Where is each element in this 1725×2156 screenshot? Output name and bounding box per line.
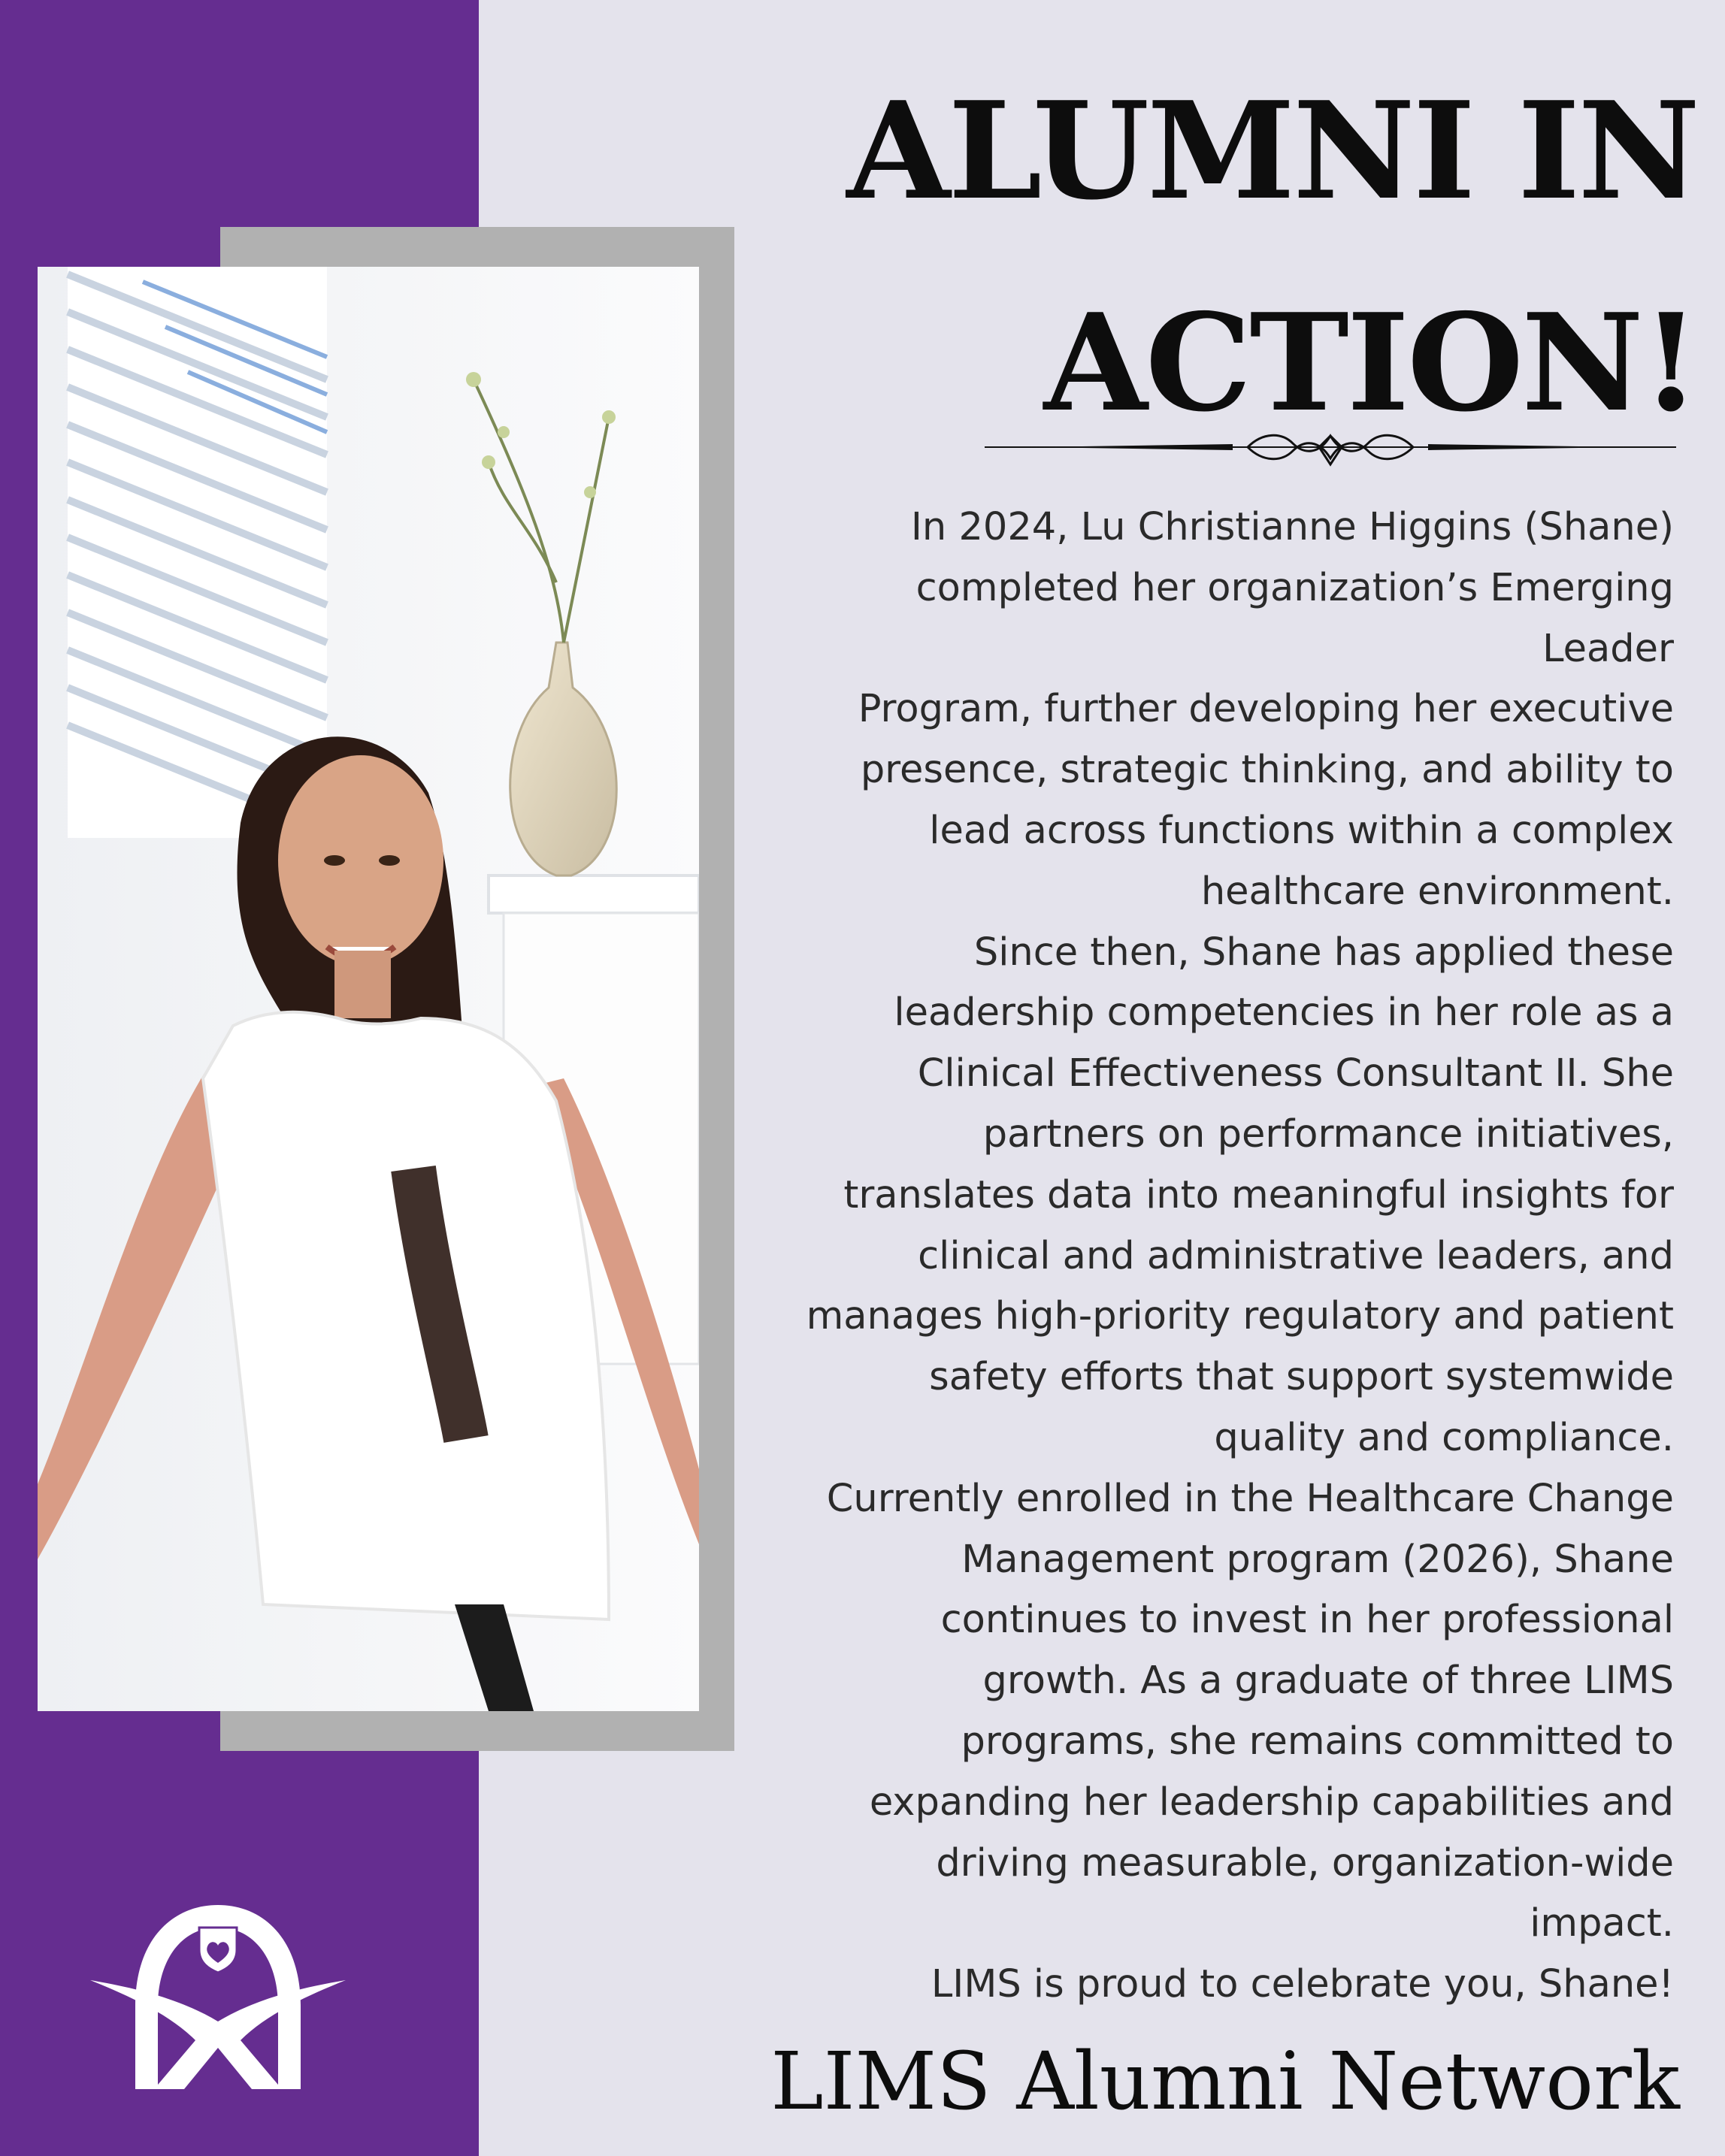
body-line: Currently enrolled in the Healthcare Change xyxy=(826,1476,1674,1521)
body-line: Clinical Effectiveness Consultant II. She xyxy=(917,1051,1674,1096)
body-line: Management program (2026), Shane xyxy=(961,1537,1674,1582)
body-line: impact. xyxy=(1530,1901,1674,1946)
body-line: leadership competencies in her role as a xyxy=(894,990,1674,1036)
body-text xyxy=(697,497,1674,2015)
footer-network-name: LIMS Alumni Network xyxy=(770,2035,1680,2127)
body-line: Since then, Shane has applied these xyxy=(973,930,1674,975)
ornamental-divider-icon xyxy=(985,421,1676,473)
body-line: clinical and administrative leaders, and xyxy=(918,1233,1674,1278)
body-line: driving measurable, organization-wide xyxy=(936,1840,1674,1885)
body-line: growth. As a graduate of three LIMS xyxy=(982,1659,1674,1704)
body-line: programs, she remains committed to xyxy=(961,1719,1674,1764)
headline xyxy=(758,45,1698,469)
body-line: continues to invest in her professional xyxy=(940,1598,1674,1643)
body-line: Program, further developing her executive xyxy=(858,687,1674,732)
body-line: healthcare environment. xyxy=(1200,869,1674,914)
body-line: translates data into meaningful insights for xyxy=(843,1172,1674,1217)
body-line: presence, strategic thinking, and ability to xyxy=(860,748,1674,793)
body-line: In 2024, Lu Christianne Higgins (Shane) xyxy=(910,505,1674,549)
headline-line-1: ALUMNI IN xyxy=(846,72,1698,229)
body-line: lead across functions within a complex xyxy=(929,808,1674,853)
body-line: safety efforts that support systemwide xyxy=(929,1355,1674,1400)
body-line: quality and compliance. xyxy=(1214,1415,1674,1460)
body-line: completed her organization’s Emerging xyxy=(915,565,1674,610)
headline-line-2: ACTION! xyxy=(1043,284,1698,441)
body-line: expanding her leadership capabilities and xyxy=(869,1780,1674,1825)
body-line-closing: LIMS is proud to celebrate you, Shane! xyxy=(931,1962,1674,2007)
body-line: partners on performance initiatives, xyxy=(982,1111,1674,1157)
body-line: manages high-priority regulatory and patient xyxy=(806,1294,1674,1339)
body-line: Leader xyxy=(1542,626,1674,671)
lims-logo-icon xyxy=(90,1894,346,2104)
alumni-photo xyxy=(38,267,699,1711)
